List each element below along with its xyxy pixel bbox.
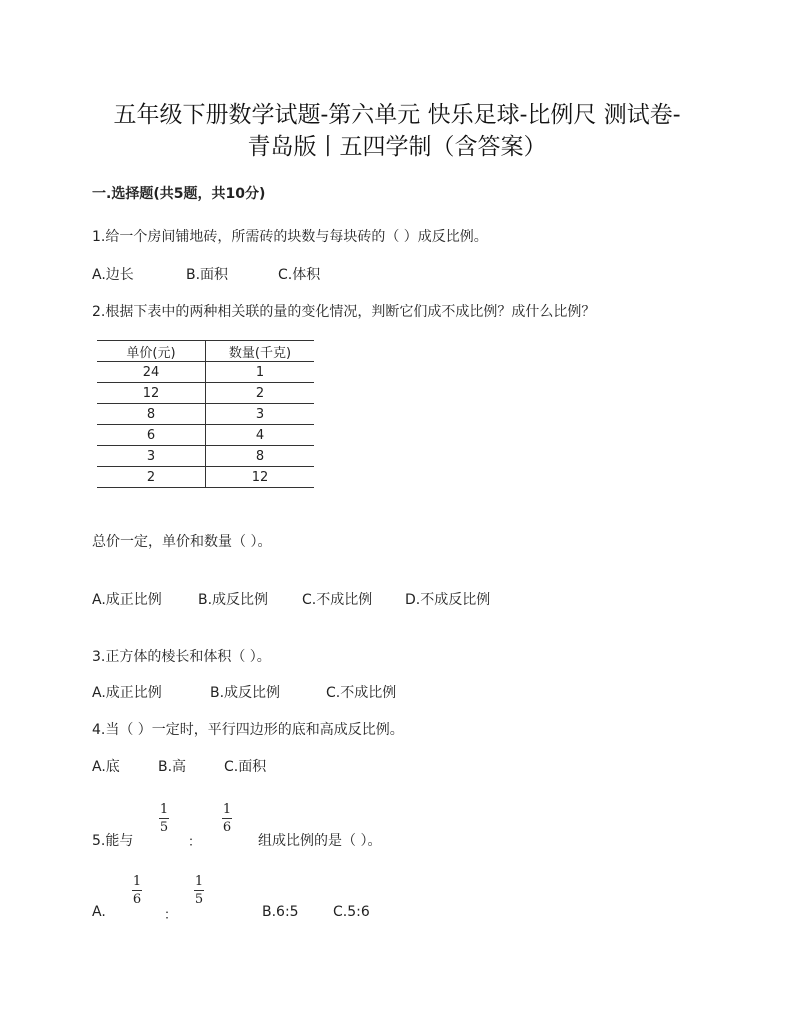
q3-option-c: C.不成比例 [326, 685, 397, 701]
table-cell-quantity: 3 [206, 404, 315, 425]
q3-option-b: B.成反比例 [210, 685, 281, 701]
fraction-numerator: 1 [194, 874, 204, 889]
q1-option-a: A.边长 [92, 267, 134, 283]
fraction-bar [159, 818, 169, 819]
q5-option-a-label: A. [92, 904, 106, 920]
table-cell-price: 2 [97, 467, 206, 488]
table-cell-quantity: 4 [206, 425, 315, 446]
question-2-text: 2.根据下表中的两种相关联的量的变化情况，判断它们成不成比例？成什么比例？ [92, 304, 596, 320]
q5-option-c: C.5:6 [333, 904, 370, 920]
q5-option-a-fraction-2 [194, 874, 204, 907]
q3-option-a: A.成正比例 [92, 685, 162, 701]
q4-option-b: B.高 [158, 759, 187, 775]
fraction-bar [132, 890, 142, 891]
fraction-denominator: 5 [194, 892, 204, 907]
q1-option-b: B.面积 [186, 267, 229, 283]
q2-option-b: B.成反比例 [198, 592, 269, 608]
table-cell-price: 6 [97, 425, 206, 446]
table-cell-price: 3 [97, 446, 206, 467]
page-title-line-1: 五年级下册数学试题-第六单元 快乐足球-比例尺 测试卷- [113, 102, 681, 128]
fraction-denominator: 5 [159, 820, 169, 835]
table-cell-price: 12 [97, 383, 206, 404]
fraction-numerator: 1 [222, 802, 232, 817]
fraction-bar [194, 890, 204, 891]
q4-option-a: A.底 [92, 759, 120, 775]
q2-option-d: D.不成反比例 [405, 592, 491, 608]
table-cell-quantity: 8 [206, 446, 315, 467]
price-quantity-table [97, 340, 314, 488]
fraction-numerator: 1 [132, 874, 142, 889]
question-2-subtext: 总价一定，单价和数量（ ）。 [92, 534, 272, 550]
table-row [97, 383, 314, 404]
q2-option-a: A.成正比例 [92, 592, 162, 608]
table-cell-quantity: 12 [206, 467, 315, 488]
table-header-price: 单价(元) [97, 341, 206, 362]
question-5-suffix: 组成比例的是（ ）。 [258, 833, 382, 849]
question-5-prefix: 5.能与 [92, 833, 134, 849]
table-cell-price: 8 [97, 404, 206, 425]
table-row [97, 404, 314, 425]
q1-option-c: C.体积 [278, 267, 321, 283]
question-3-text: 3.正方体的棱长和体积（ ）。 [92, 649, 271, 665]
fraction-denominator: 6 [222, 820, 232, 835]
section-heading: 一.选择题(共5题，共10分) [92, 186, 266, 202]
table-header-row [97, 341, 314, 362]
fraction-bar [222, 818, 232, 819]
table-header-quantity: 数量(千克) [206, 341, 315, 362]
q5-option-a-colon: ： [164, 908, 178, 923]
question-4-text: 4.当（ ）一定时，平行四边形的底和高成反比例。 [92, 722, 404, 738]
table-cell-quantity: 2 [206, 383, 315, 404]
table-row [97, 362, 314, 383]
q5-fraction-2 [222, 802, 232, 835]
table-cell-quantity: 1 [206, 362, 315, 383]
page-title-line-2: 青岛版丨五四学制（含答案） [247, 134, 547, 160]
q2-option-c: C.不成比例 [302, 592, 373, 608]
table-row [97, 467, 314, 488]
table-row [97, 446, 314, 467]
question-1-text: 1.给一个房间铺地砖，所需砖的块数与每块砖的（ ）成反比例。 [92, 229, 488, 245]
q5-fraction-1 [159, 802, 169, 835]
fraction-denominator: 6 [132, 892, 142, 907]
table-cell-price: 24 [97, 362, 206, 383]
q5-colon: ： [188, 835, 202, 850]
q5-option-b: B.6:5 [262, 904, 299, 920]
fraction-numerator: 1 [159, 802, 169, 817]
table-row [97, 425, 314, 446]
q4-option-c: C.面积 [224, 759, 267, 775]
q5-option-a-fraction-1 [132, 874, 142, 907]
